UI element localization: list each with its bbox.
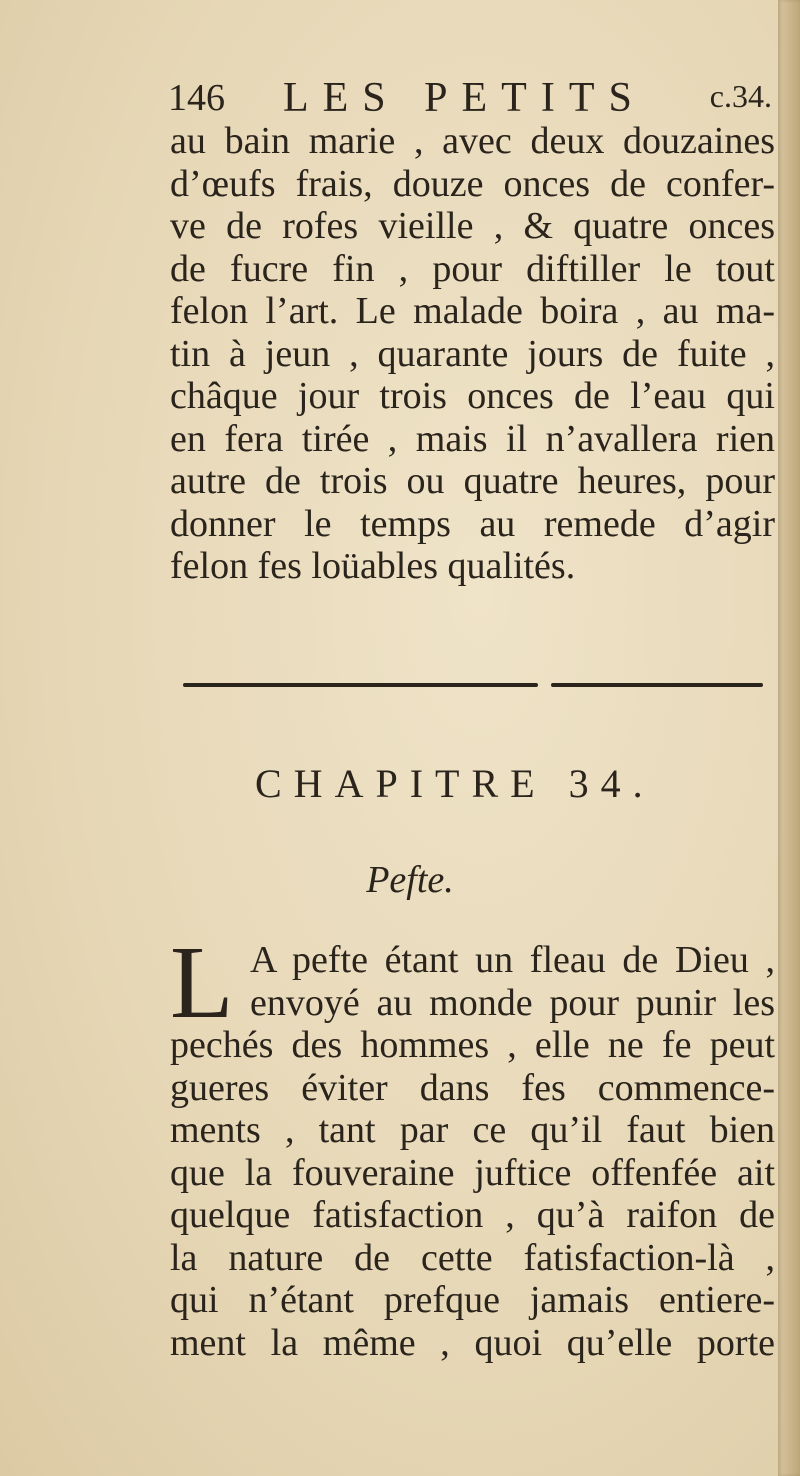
text-line: la nature de cette fatisfaction-là ,	[170, 1236, 775, 1279]
text-line: tin à jeun , quarante jours de fuite ,	[170, 332, 775, 375]
running-head	[168, 74, 778, 124]
text-line: ve de rofes vieille , & quatre onces	[170, 205, 775, 247]
text-line: gueres éviter dans fes commence-	[170, 1066, 775, 1109]
text-line-last: felon fes loüables qualités.	[170, 545, 576, 587]
divider-segment	[551, 683, 763, 687]
chapter-reference: c.34.	[709, 78, 772, 114]
paragraph-peste	[170, 925, 775, 1364]
text-line: de fucre fin , pour diftiller le tout	[170, 247, 775, 290]
text-line: châque jour trois onces de l’eau qui	[170, 375, 775, 417]
text-line: A pefte étant un fleau de Dieu ,	[250, 939, 775, 981]
page-number: 146	[168, 77, 225, 119]
text-line: que la fouveraine juftice offenfée ait	[170, 1151, 775, 1194]
text-line: en fera tirée , mais il n’avallera rien	[170, 417, 775, 460]
text-line: autre de trois ou quatre heures, pour	[170, 460, 775, 502]
text-line: donner le temps au remede d’agir	[170, 502, 775, 545]
text-line: d’œufs frais, douze onces de confer-	[170, 162, 775, 205]
chapter-heading: CHAPITRE 34.	[255, 761, 655, 806]
drop-cap: L	[170, 925, 234, 1040]
paragraph-continued	[170, 120, 775, 588]
divider-segment	[183, 683, 538, 687]
text-line: ment la même , quoi qu’elle porte	[170, 1321, 775, 1364]
text-line: pechés des hommes , elle ne fe peut	[170, 1024, 775, 1066]
page-edge	[778, 0, 800, 1476]
text-line: quelque fatisfaction , qu’à raifon de	[170, 1194, 775, 1236]
text-line: felon l’art. Le malade boira , au ma-	[170, 290, 775, 332]
text-line: qui n’étant prefque jamais entiere-	[170, 1279, 775, 1321]
text-line: ments , tant par ce qu’il faut bien	[170, 1109, 775, 1151]
running-title: LES PETITS	[283, 75, 646, 121]
text-line: envoyé au monde pour punir les	[250, 981, 775, 1024]
section-title: Pefte.	[366, 859, 454, 901]
text-line: au bain marie , avec deux douzaines	[170, 120, 775, 162]
